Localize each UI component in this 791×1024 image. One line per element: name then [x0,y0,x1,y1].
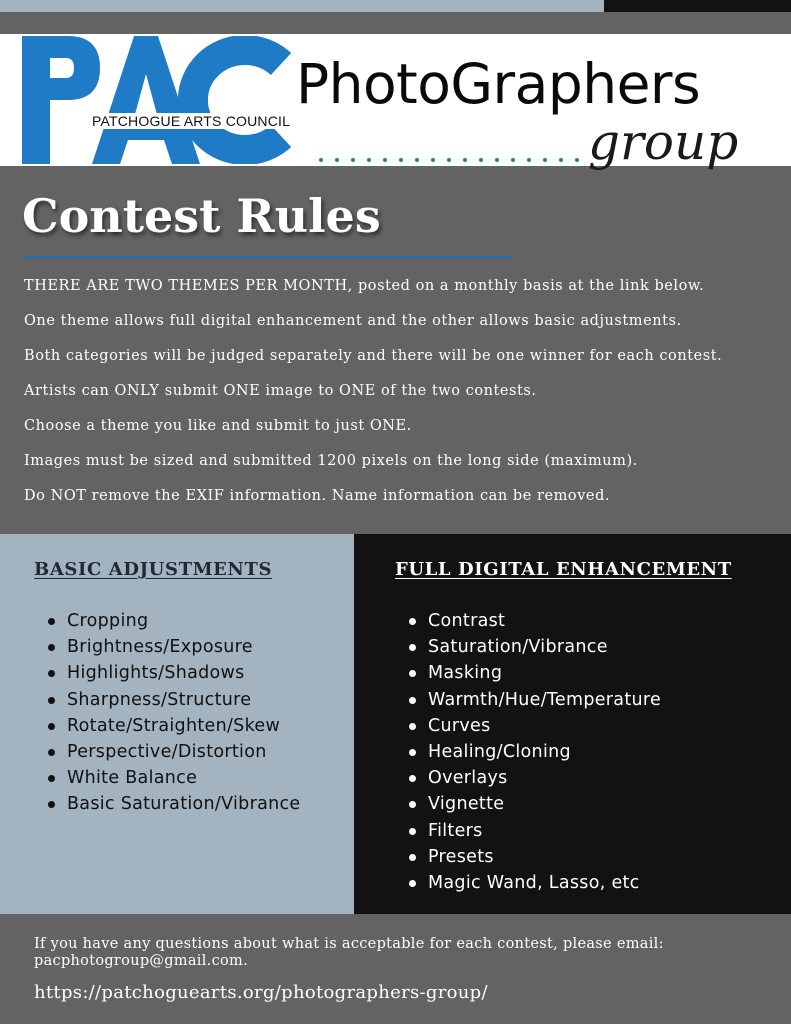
logo-letter-p [22,36,100,164]
rule-line: THERE ARE TWO THEMES PER MONTH, posted on a monthly basis at the link below. [24,278,705,294]
rule-line: Do NOT remove the EXIF information. Name information can be removed. [24,488,611,504]
list-item: Saturation/Vibrance [409,634,661,660]
brand-dotted-line [318,157,598,163]
full-digital-enhancement-heading: FULL DIGITAL ENHANCEMENT [395,559,732,580]
list-item: Magic Wand, Lasso, etc [409,870,661,896]
list-item: Rotate/Straighten/Skew [48,713,300,739]
list-item: Warmth/Hue/Temperature [409,687,661,713]
organization-name: PATCHOGUE ARTS COUNCIL [88,113,294,129]
logo-letter-c [193,50,281,150]
list-item: Vignette [409,791,661,817]
list-item: Sharpness/Structure [48,687,300,713]
top-color-strip [0,0,791,12]
header-banner [0,34,791,171]
full-digital-enhancement-panel [354,534,791,914]
list-item: Masking [409,660,661,686]
pac-logo [22,36,297,164]
basic-adjustments-panel [0,534,354,914]
full-digital-enhancement-list [409,608,661,896]
list-item: White Balance [48,765,300,791]
list-item: Curves [409,713,661,739]
list-item: Cropping [48,608,300,634]
rule-line: Images must be sized and submitted 1200 pixels on the long side (maximum). [24,453,638,469]
list-item: Filters [409,818,661,844]
website-link[interactable]: https://patchoguearts.org/photographers-group/ [34,982,488,1003]
list-item: Basic Saturation/Vibrance [48,791,300,817]
brand-script-word: group [588,113,739,171]
rule-line: Artists can ONLY submit ONE image to ONE of the two contests. [24,383,537,399]
title-underline [22,256,512,258]
page-title: Contest Rules [22,189,381,243]
top-strip-dark [604,0,791,12]
list-item: Overlays [409,765,661,791]
list-item: Contrast [409,608,661,634]
list-item: Presets [409,844,661,870]
rules-list [24,276,774,521]
list-item: Highlights/Shadows [48,660,300,686]
contact-note: If you have any questions about what is acceptable for each contest, please email: pacphotogroup@gmail.com. [34,936,664,969]
rule-line: One theme allows full digital enhancement and the other allows basic adjustments. [24,313,682,329]
pac-logo-letters [22,36,297,164]
top-strip-light [0,0,604,12]
rule-line: Choose a theme you like and submit to just ONE. [24,418,412,434]
list-item: Perspective/Distortion [48,739,300,765]
basic-adjustments-heading: BASIC ADJUSTMENTS [34,559,273,580]
list-item: Healing/Cloning [409,739,661,765]
rule-line: Both categories will be judged separately and there will be one winner for each contest. [24,348,723,364]
basic-adjustments-list [48,608,300,818]
list-item: Brightness/Exposure [48,634,300,660]
brand-title: PhotoGraphers [296,52,701,116]
